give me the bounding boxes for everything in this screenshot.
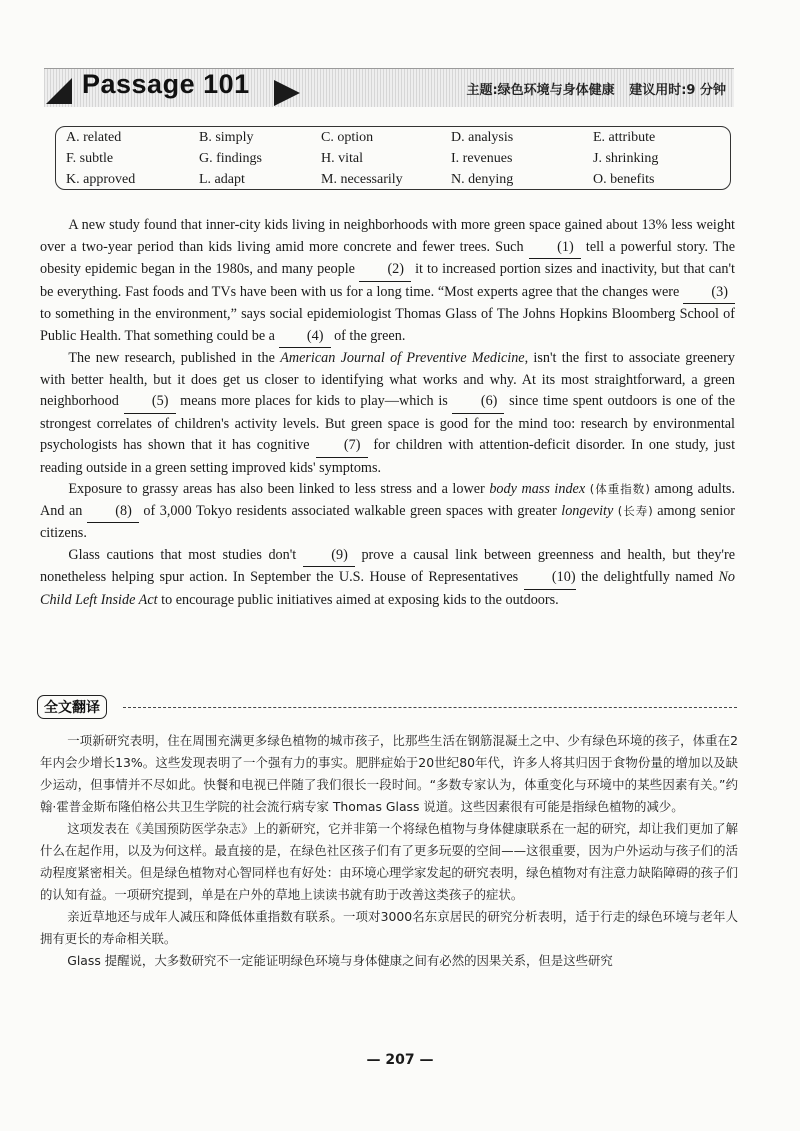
gloss-body-mass-index: (体重指数) bbox=[589, 482, 650, 496]
passage-text: Glass cautions that most studies don't bbox=[68, 546, 297, 563]
passage-text: tell a powerful story. The obesity epidemic began in the 1980s, and many people bbox=[40, 238, 735, 277]
time-label: 建议用时:9 分钟 bbox=[629, 83, 726, 98]
passage-text: A new study found that inner-city kids living in neighborhoods with more green space gained about 13% less weight over a two-year period than kids living amid more concrete and fewer trees. Such bbox=[40, 217, 735, 255]
option-n: N. denying bbox=[451, 172, 514, 187]
journal-title: American Journal of Preventive Medicine bbox=[280, 350, 525, 366]
passage-text: of 3,000 Tokyo residents associated walkable green spaces with greater bbox=[138, 502, 562, 519]
paragraph-4 bbox=[40, 545, 735, 612]
blank-1: (1) bbox=[529, 237, 581, 260]
passage-title: Passage 101 bbox=[82, 69, 250, 99]
blank-9: (9) bbox=[303, 545, 355, 568]
passage-text: , isn't the first to associate greenery with better health, but it does get us closer to identifying what works and why. At its most straightforward, a green neighborhood bbox=[40, 350, 735, 409]
passage-header bbox=[44, 66, 744, 110]
option-h: H. vital bbox=[321, 151, 363, 166]
act-name: No Child Left Inside Act bbox=[40, 569, 735, 608]
passage-text: among adults. And an bbox=[40, 481, 736, 519]
option-a: A. related bbox=[66, 130, 122, 145]
blank-3: (3) bbox=[683, 282, 735, 305]
term-longevity: longevity bbox=[561, 502, 614, 519]
translation-paragraph: 一项新研究表明，住在周围充满更多绿色植物的城市孩子，比那些生活在钢筋混凝土之中、少有绿色环境的孩子，体重在2年内会少增长13%。这些发现表明了一个强有力的事实。肥胖症始于20世纪80年代，许多人将其归因于食物份量的增加以及缺少运动，但事情并不尽如此。快餐和电视已伴随了我们很长一段时间。“多数专家认为，体重变化与环境中的某些因素有关。”约翰·霍普金斯布隆伯格公共卫生学院的社会流行病专家 Thomas Glass 说道。这些因素很有可能是指绿色植物的减少。 bbox=[40, 733, 738, 814]
topic-label: 主题:绿色环境与身体健康 bbox=[466, 83, 615, 98]
term-body-mass-index: body mass index bbox=[489, 481, 586, 497]
passage-text: among senior citizens. bbox=[40, 502, 736, 541]
passage-body bbox=[40, 215, 735, 611]
dashed-divider bbox=[123, 707, 737, 708]
passage-text: means more places for kids to play—which is bbox=[175, 393, 448, 409]
passage-text: of the green. bbox=[330, 327, 406, 344]
blank-2: (2) bbox=[359, 259, 411, 282]
option-j: J. shrinking bbox=[593, 151, 659, 166]
translation-paragraph: 亲近草地还与成年人减压和降低体重指数有联系。一项对3000名东京居民的研究分析表明，适于行走的绿色环境与老年人拥有更长的寿命相关联。 bbox=[40, 909, 738, 946]
blank-4: (4) bbox=[279, 326, 331, 349]
triangle-left-icon bbox=[46, 78, 72, 104]
page-number: — 207 — bbox=[366, 1052, 434, 1068]
option-i: I. revenues bbox=[451, 151, 513, 166]
passage-text: The new research, published in the bbox=[68, 350, 281, 366]
blank-8: (8) bbox=[87, 501, 139, 524]
option-d: D. analysis bbox=[451, 130, 514, 145]
option-m: M. necessarily bbox=[321, 172, 403, 187]
blank-10: (10) bbox=[524, 567, 576, 590]
option-l: L. adapt bbox=[199, 172, 245, 187]
option-f: F. subtle bbox=[66, 151, 114, 166]
blank-7: (7) bbox=[316, 435, 368, 458]
translation-body bbox=[40, 730, 738, 972]
option-g: G. findings bbox=[199, 151, 262, 166]
paragraph-1 bbox=[40, 215, 735, 348]
passage-text: the delightfully named bbox=[575, 569, 719, 585]
passage-text: for children with attention-deficit disorder. In one study, just reading outside in a green setting improved kids' symptoms. bbox=[40, 437, 736, 476]
option-e: E. attribute bbox=[593, 130, 656, 145]
option-k: K. approved bbox=[66, 172, 136, 187]
option-b: B. simply bbox=[199, 130, 254, 145]
passage-text: to something in the environment,” says social epidemiologist Thomas Glass of The Johns Hopkins Bloomberg School of Public Health. That something could be a bbox=[40, 306, 735, 344]
translation-paragraph: 这项发表在《美国预防医学杂志》上的新研究，它并非第一个将绿色植物与身体健康联系在一起的研究，却让我们更加了解什么在起作用，以及为何这样。最直接的是，在绿色社区孩子们有了更多玩耍的空间——这很重要，因为户外运动与孩子们的活动程度紧密相关。但是绿色植物对心智同样也有好处：由环境心理学家发起的研究表明，绿色植物对有注意力缺陷障碍的孩子们的认知有益。一项研究提到，单是在户外的草地上读读书就有助于改善这类孩子的症状。 bbox=[40, 821, 738, 902]
passage-text: to encourage public initiatives aimed at exposing kids to the outdoors. bbox=[157, 591, 559, 608]
passage-text: it to increased portion sizes and inactivity, but that can't be everything. Fast foods and TVs have been with us for a long time. “Most experts agree that the changes were bbox=[40, 261, 735, 300]
gloss-longevity: (长寿) bbox=[617, 503, 653, 518]
blank-5: (5) bbox=[124, 391, 176, 414]
paragraph-2 bbox=[40, 348, 735, 479]
option-o: O. benefits bbox=[593, 172, 655, 187]
word-bank bbox=[55, 126, 731, 190]
passage-text: since time spent outdoors is one of the strongest correlates of children's activity levels. But green space is good for the mind too: research by environmental psychologists has shown that it has cognitive bbox=[40, 393, 735, 453]
translation-label: 全文翻译 bbox=[37, 695, 107, 719]
passage-text: Exposure to grassy areas has also been linked to less stress and a lower bbox=[68, 481, 490, 497]
blank-6: (6) bbox=[452, 391, 504, 414]
triangle-right-icon bbox=[274, 80, 300, 106]
translation-header bbox=[37, 695, 737, 719]
translation-paragraph: Glass 提醒说，大多数研究不一定能证明绿色环境与身体健康之间有必然的因果关系，但是这些研究 bbox=[67, 953, 613, 968]
paragraph-3 bbox=[40, 479, 735, 545]
option-c: C. option bbox=[321, 130, 374, 145]
passage-text: prove a causal link between greenness and health, but they're nonetheless helping spur action. In September the U.S. House of Representatives bbox=[40, 546, 736, 585]
passage-meta bbox=[466, 79, 726, 98]
